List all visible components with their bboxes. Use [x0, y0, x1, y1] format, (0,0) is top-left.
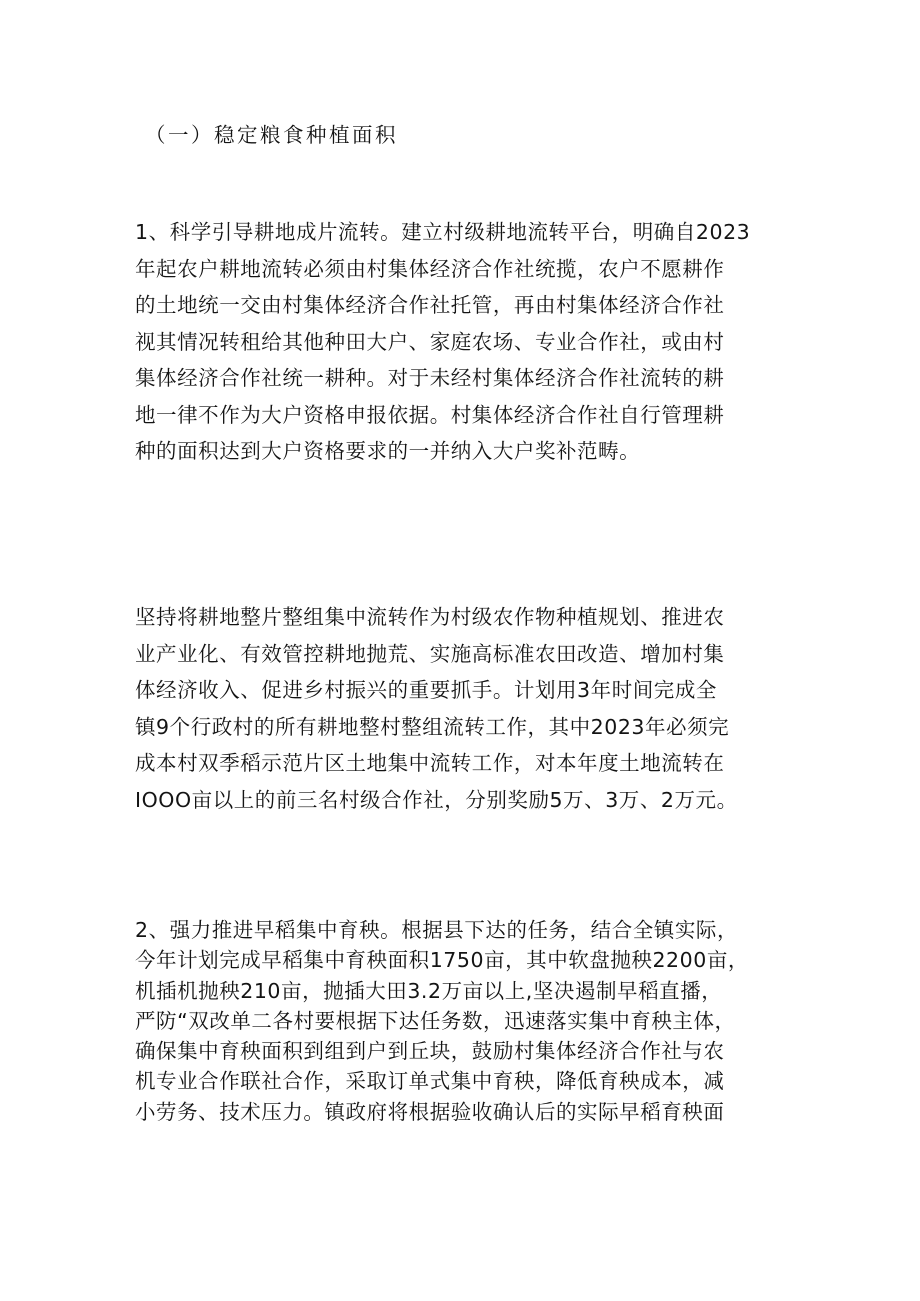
paragraph-line: 地一律不作为大户资格申报依据。村集体经济合作社自行管理耕	[135, 402, 725, 427]
paragraph-line: 严防“双改单二各村要根据下达任务数，迅速落实集中育秧主体，	[135, 1008, 736, 1033]
paragraph-line: 今年计划完成早稻集中育秧面积1750亩，其中软盘抛秧2200亩，	[135, 948, 749, 973]
section-heading: （一）稳定粮食种植面积	[145, 123, 398, 147]
paragraph-line: 镇9个行政村的所有耕地整村整组流转工作，其中2023年必须完	[135, 714, 730, 739]
paragraph-line: 的土地统一交由村集体经济合作社托管，再由村集体经济合作社	[135, 293, 725, 317]
paragraph-line: 确保集中育秧面积到组到户到丘块，鼓励村集体经济合作社与农	[135, 1039, 725, 1064]
paragraph-line: 集体经济合作社统一耕种。对于未经村集体经济合作社流转的耕	[135, 366, 725, 390]
paragraph-land-transfer	[135, 217, 795, 473]
paragraph-line: 1、科学引导耕地成片流转。建立村级耕地流转平台，明确自2023	[135, 220, 751, 244]
paragraph-line: 小劳务、技术压力。镇政府将根据验收确认后的实际早稻育秧面	[135, 1099, 725, 1124]
paragraph-line: 2、强力推进早稻集中育秧。根据县下达的任务，结合全镇实际，	[135, 918, 738, 942]
paragraph-line: 体经济收入、促进乡村振兴的重要抓手。计划用3年时间完成全	[135, 678, 717, 702]
paragraph-line: 年起农户耕地流转必须由村集体经济合作社统揽，农户不愿耕作	[135, 256, 725, 281]
paragraph-early-rice-seedlings	[135, 915, 795, 1127]
paragraph-line: IOOO亩以上的前三名村级合作社，分别奖励5万、3万、2万元。	[135, 787, 738, 812]
paragraph-line: 视其情况转租给其他种田大户、家庭农场、专业合作社，或由村	[135, 329, 725, 354]
paragraph-line: 机专业合作联社合作，采取订单式集中育秧，降低育秧成本，减	[135, 1069, 725, 1094]
paragraph-line: 种的面积达到大户资格要求的一并纳入大户奖补范畴。	[135, 439, 641, 463]
paragraph-consolidation-plan	[135, 602, 795, 821]
paragraph-line: 坚持将耕地整片整组集中流转作为村级农作物种植规划、推进农	[135, 605, 725, 629]
paragraph-line: 机插机抛秧210亩，抛插大田3.2万亩以上,坚决遏制早稻直播，	[135, 978, 723, 1003]
paragraph-line: 业产业化、有效管控耕地抛荒、实施高标准农田改造、增加村集	[135, 641, 725, 666]
paragraph-line: 成本村双季稻示范片区土地集中流转工作，对本年度土地流转在	[135, 751, 725, 775]
